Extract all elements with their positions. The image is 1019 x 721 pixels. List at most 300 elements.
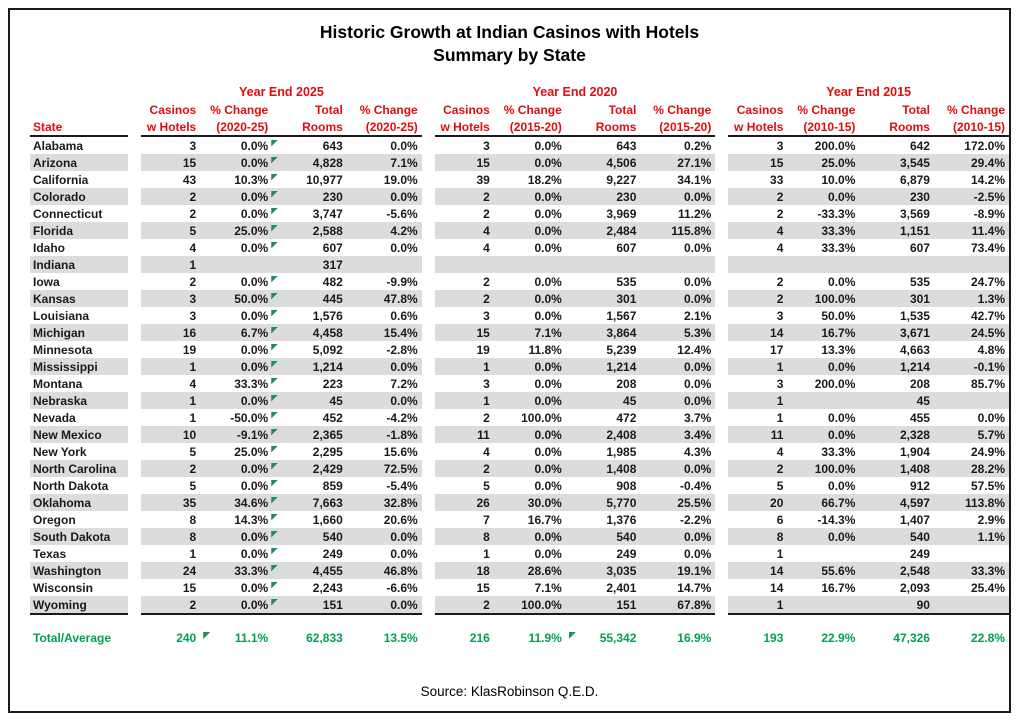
- column-gap: [715, 443, 728, 460]
- cell-y2025-col1: 0.0%: [210, 188, 280, 205]
- cell-y2025-col0: 5: [189, 444, 197, 459]
- cell-y2025-col3: 46.8%: [353, 562, 422, 579]
- cell-y2015-col3: 85.7%: [970, 376, 1005, 391]
- cell-y2025-col2: 1,214: [280, 358, 353, 375]
- cell-y2015-col1: 0.0%: [797, 426, 867, 443]
- column-gap: [422, 511, 435, 528]
- column-gap: [422, 341, 435, 358]
- cell-y2025-col2: 317: [280, 256, 353, 273]
- cell-y2015-col1: 200.0%: [814, 376, 856, 391]
- col-header-casinos: Casinos: [443, 102, 490, 117]
- table-row: [30, 171, 1009, 188]
- column-gap: [422, 205, 435, 222]
- cell-y2015-col2: 301: [867, 290, 940, 307]
- column-gap: [715, 494, 728, 511]
- cell-y2015-col3: -0.1%: [940, 358, 1009, 375]
- cell-y2015-col1: 0.0%: [797, 528, 867, 545]
- column-header-row-top: [30, 101, 1009, 118]
- column-gap: [715, 136, 728, 154]
- state-label: Alabama: [33, 138, 84, 153]
- cell-y2025-col1: 0.0%: [210, 579, 280, 596]
- table-row: [30, 392, 1009, 409]
- cell-y2020-col1: 18.2%: [527, 172, 562, 187]
- column-gap: [715, 511, 728, 528]
- cell-y2025-col1: 0.0%: [210, 154, 280, 171]
- column-gap: [715, 341, 728, 358]
- cell-y2025-col3: -5.6%: [386, 206, 418, 221]
- cell-y2025-col2: 230: [280, 188, 353, 205]
- cell-y2025-col3: 0.0%: [353, 188, 422, 205]
- cell-y2025-col3: 72.5%: [353, 460, 422, 477]
- cell-y2020-col1: 0.0%: [534, 308, 562, 323]
- cell-y2020-col3: 11.2%: [677, 206, 712, 221]
- col-header-total: Total: [315, 102, 343, 117]
- comment-flag-icon: [271, 344, 278, 351]
- cell-y2015-col1: 33.3%: [821, 240, 856, 255]
- cell-y2020-col2: 208: [616, 376, 637, 391]
- cell-y2015-col2: 249: [909, 546, 930, 561]
- cell-y2025-col1: 0.0%: [210, 477, 280, 494]
- cell-y2020-col2: 535: [616, 274, 637, 289]
- year-end-2020-header: Year End 2020: [532, 85, 618, 99]
- state-label: North Dakota: [33, 478, 109, 493]
- cell-y2025-col0: 16: [141, 324, 210, 341]
- cell-y2015-col0: 1: [728, 596, 797, 614]
- total-cell-y2020-col2: 55,342: [599, 631, 637, 645]
- column-gap: [128, 628, 141, 648]
- comment-flag-icon: [271, 582, 278, 589]
- column-gap: [422, 290, 435, 307]
- cell-y2020-col1: 0.0%: [504, 460, 574, 477]
- column-gap: [715, 460, 728, 477]
- cell-y2015-col1: 16.7%: [821, 580, 856, 595]
- table-row: [30, 324, 1009, 341]
- column-gap: [128, 596, 141, 614]
- cell-y2020-col0: [435, 256, 504, 273]
- cell-y2020-col1: 0.0%: [534, 138, 562, 153]
- cell-y2020-col1: 7.1%: [534, 580, 562, 595]
- column-gap: [715, 409, 728, 426]
- comment-flag-icon: [271, 395, 278, 402]
- cell-y2015-col3: 42.7%: [970, 308, 1005, 323]
- cell-y2020-col3: 27.1%: [646, 154, 715, 171]
- cell-y2025-col3: 4.2%: [353, 222, 422, 239]
- state-label: Oklahoma: [30, 494, 128, 511]
- cell-y2015-col0: 3: [776, 376, 784, 391]
- cell-y2020-col2: 1,985: [606, 444, 637, 459]
- cell-y2025-col1: 10.3%: [210, 171, 280, 188]
- cell-y2025-col0: 1: [141, 392, 210, 409]
- cell-y2020-col3: 34.1%: [677, 172, 712, 187]
- cell-y2015-col3: 28.2%: [940, 460, 1009, 477]
- cell-y2020-col1: 28.6%: [504, 562, 574, 579]
- cell-y2020-col1: 0.0%: [504, 358, 574, 375]
- cell-y2015-col1: 200.0%: [814, 138, 856, 153]
- column-gap: [422, 409, 435, 426]
- comment-flag-icon: [271, 548, 278, 555]
- column-gap: [128, 392, 141, 409]
- summary-table: [30, 83, 1009, 648]
- cell-y2020-col0: 4: [483, 240, 490, 255]
- cell-y2025-col1: 0.0%: [210, 358, 280, 375]
- table-row: [30, 494, 1009, 511]
- table-row: [30, 239, 1009, 256]
- column-gap: [128, 136, 141, 154]
- table-row: [30, 273, 1009, 290]
- table-body: [30, 136, 1009, 648]
- col-header-pct-change: % Change: [210, 102, 269, 117]
- cell-y2025-col3: [353, 256, 422, 273]
- table-row: [30, 477, 1009, 494]
- cell-y2015-col0: 4: [728, 222, 797, 239]
- total-average-row: [30, 628, 1009, 648]
- column-gap: [422, 222, 435, 239]
- table-row: [30, 358, 1009, 375]
- cell-y2020-col2: 3,864: [574, 324, 647, 341]
- col-header-range-2015-20: (2015-20): [504, 118, 574, 136]
- cell-y2020-col3: 0.0%: [683, 274, 712, 289]
- column-gap: [422, 154, 435, 171]
- cell-y2020-col2: 45: [574, 392, 647, 409]
- cell-y2015-col3: -2.5%: [940, 188, 1009, 205]
- cell-y2015-col1: [797, 596, 867, 614]
- column-gap: [715, 545, 728, 562]
- cell-y2020-col3: 5.3%: [646, 324, 715, 341]
- cell-y2015-col0: 3: [776, 138, 784, 153]
- cell-y2025-col1: [210, 256, 280, 273]
- cell-y2025-col0: 8: [189, 512, 197, 527]
- state-label: Minnesota: [33, 342, 93, 357]
- table-row: [30, 460, 1009, 477]
- cell-y2025-col0: 1: [189, 546, 197, 561]
- cell-y2015-col1: [797, 392, 867, 409]
- cell-y2025-col2: 445: [280, 290, 353, 307]
- column-gap: [422, 545, 435, 562]
- cell-y2025-col3: 15.6%: [383, 444, 418, 459]
- cell-y2020-col0: 3: [483, 138, 490, 153]
- cell-y2020-col0: 2: [483, 410, 490, 425]
- cell-y2020-col3: 67.8%: [646, 596, 715, 614]
- comment-flag-icon: [271, 157, 278, 164]
- cell-y2025-col0: 2: [141, 460, 210, 477]
- cell-y2015-col2: 535: [909, 274, 930, 289]
- state-label: Indiana: [30, 256, 128, 273]
- cell-y2025-col1: 33.3%: [210, 375, 280, 392]
- column-gap: [422, 171, 435, 188]
- cell-y2015-col2: 6,879: [899, 172, 930, 187]
- comment-flag-icon: [271, 208, 278, 215]
- cell-y2015-col0: 6: [776, 512, 784, 527]
- cell-y2025-col1: 0.0%: [210, 545, 280, 562]
- column-gap: [715, 528, 728, 545]
- cell-y2015-col2: 455: [909, 410, 930, 425]
- cell-y2025-col0: 35: [141, 494, 210, 511]
- col-header-rooms: Rooms: [867, 118, 940, 136]
- column-gap: [422, 324, 435, 341]
- cell-y2025-col0: 2: [189, 206, 197, 221]
- cell-y2015-col3: 24.5%: [940, 324, 1009, 341]
- col-header-casinos: Casinos: [149, 102, 197, 117]
- cell-y2020-col0: 4: [435, 222, 504, 239]
- cell-y2015-col3: 4.8%: [977, 342, 1005, 357]
- cell-y2025-col0: 4: [189, 376, 197, 391]
- cell-y2025-col3: 0.0%: [353, 358, 422, 375]
- column-gap: [715, 324, 728, 341]
- year-end-2025-header: Year End 2025: [239, 85, 324, 99]
- cell-y2020-col1: 0.0%: [504, 392, 574, 409]
- cell-y2025-col1: 25.0%: [210, 222, 280, 239]
- cell-y2025-col3: 0.0%: [353, 392, 422, 409]
- cell-y2025-col1: 0.0%: [210, 341, 280, 358]
- comment-flag-icon: [271, 174, 278, 181]
- state-label: Colorado: [30, 188, 128, 205]
- cell-y2020-col0: 15: [435, 324, 504, 341]
- page-title-line1: Historic Growth at Indian Casinos with Hotels: [319, 22, 700, 42]
- cell-y2015-col3: 29.4%: [940, 154, 1009, 171]
- cell-y2020-col3: 0.0%: [646, 460, 715, 477]
- cell-y2025-col2: 10,977: [306, 172, 343, 187]
- cell-y2015-col0: 11: [728, 426, 797, 443]
- cell-y2015-col0: 14: [770, 580, 784, 595]
- column-gap: [128, 494, 141, 511]
- table-row: [30, 528, 1009, 545]
- table-row: [30, 205, 1009, 222]
- cell-y2025-col1: 0.0%: [210, 307, 280, 324]
- cell-y2015-col2: 1,214: [867, 358, 940, 375]
- table-row: [30, 341, 1009, 358]
- cell-y2025-col0: 3: [189, 308, 197, 323]
- cell-y2025-col3: 0.0%: [390, 240, 418, 255]
- cell-y2015-col3: 24.9%: [970, 444, 1005, 459]
- cell-y2015-col2: 1,408: [867, 460, 940, 477]
- comment-flag-icon: [271, 242, 278, 249]
- cell-y2015-col0: 15: [728, 154, 797, 171]
- cell-y2020-col2: 1,408: [574, 460, 647, 477]
- column-header-row-bottom: [30, 118, 1009, 136]
- cell-y2020-col1: 0.0%: [534, 444, 562, 459]
- cell-y2020-col2: 2,484: [574, 222, 647, 239]
- comment-flag-icon: [271, 446, 278, 453]
- cell-y2015-col2: 2,328: [867, 426, 940, 443]
- cell-y2020-col3: 0.0%: [646, 528, 715, 545]
- comment-flag-icon: [271, 378, 278, 385]
- column-gap: [128, 222, 141, 239]
- cell-y2015-col3: [940, 545, 1009, 562]
- column-gap: [715, 477, 728, 494]
- cell-y2020-col2: 151: [574, 596, 647, 614]
- cell-y2020-col1: 100.0%: [504, 596, 574, 614]
- cell-y2020-col3: -0.4%: [679, 478, 712, 493]
- column-gap: [128, 307, 141, 324]
- cell-y2020-col0: 26: [435, 494, 504, 511]
- cell-y2015-col0: 33: [770, 172, 784, 187]
- cell-y2015-col1: -14.3%: [817, 512, 856, 527]
- cell-y2015-col0: 17: [770, 342, 784, 357]
- cell-y2015-col2: 45: [867, 392, 940, 409]
- cell-y2020-col3: 0.0%: [646, 358, 715, 375]
- comment-flag-icon: [271, 412, 278, 419]
- cell-y2025-col3: 0.6%: [390, 308, 418, 323]
- column-gap: [128, 375, 141, 392]
- cell-y2015-col3: 73.4%: [970, 240, 1005, 255]
- cell-y2025-col2: 2,588: [280, 222, 353, 239]
- column-gap: [128, 511, 141, 528]
- table-row: [30, 154, 1009, 171]
- cell-y2020-col1: [504, 256, 574, 273]
- state-label: Wyoming: [30, 596, 128, 614]
- cell-y2020-col2: 3,035: [574, 562, 647, 579]
- cell-y2020-col3: 19.1%: [646, 562, 715, 579]
- table-row: [30, 579, 1009, 596]
- cell-y2025-col1: 0.0%: [210, 460, 280, 477]
- cell-y2015-col1: 0.0%: [797, 188, 867, 205]
- column-gap: [422, 426, 435, 443]
- column-gap: [128, 324, 141, 341]
- cell-y2025-col0: 1: [141, 358, 210, 375]
- cell-y2020-col3: 0.0%: [683, 376, 712, 391]
- total-cell-y2015-col3: 22.8%: [970, 631, 1005, 645]
- cell-y2020-col2: 908: [616, 478, 637, 493]
- cell-y2015-col1: 25.0%: [797, 154, 867, 171]
- cell-y2020-col3: 0.0%: [683, 546, 712, 561]
- cell-y2020-col1: 0.0%: [504, 188, 574, 205]
- column-gap: [715, 205, 728, 222]
- col-header-pct-change: % Change: [359, 102, 418, 117]
- column-gap: [422, 136, 435, 154]
- cell-y2015-col3: 11.4%: [940, 222, 1009, 239]
- cell-y2015-col1: 0.0%: [828, 478, 856, 493]
- cell-y2025-col2: 1,576: [312, 308, 343, 323]
- cell-y2015-col0: 1: [776, 410, 784, 425]
- cell-y2025-col3: 0.0%: [353, 596, 422, 614]
- table-row: [30, 443, 1009, 460]
- column-gap: [715, 375, 728, 392]
- comment-flag-icon: [203, 632, 210, 639]
- cell-y2025-col1: 14.3%: [210, 511, 280, 528]
- col-header-range-2010-15: (2010-15): [797, 118, 867, 136]
- col-header-range-2020-25: (2020-25): [210, 118, 280, 136]
- comment-flag-icon: [271, 140, 278, 147]
- column-gap: [128, 528, 141, 545]
- column-gap: [715, 188, 728, 205]
- cell-y2025-col0: 4: [189, 240, 197, 255]
- cell-y2020-col1: 7.1%: [504, 324, 574, 341]
- cell-y2015-col0: [728, 256, 797, 273]
- cell-y2015-col1: 33.3%: [797, 222, 867, 239]
- cell-y2025-col3: -9.9%: [386, 274, 418, 289]
- cell-y2025-col1: 0.0%: [210, 136, 280, 154]
- cell-y2020-col1: 0.0%: [504, 528, 574, 545]
- cell-y2020-col1: 16.7%: [527, 512, 562, 527]
- column-gap: [715, 171, 728, 188]
- cell-y2025-col0: 3: [189, 138, 197, 153]
- cell-y2015-col1: 33.3%: [821, 444, 856, 459]
- comment-flag-icon: [271, 191, 278, 198]
- cell-y2025-col1: -9.1%: [210, 426, 280, 443]
- cell-y2020-col0: 2: [435, 290, 504, 307]
- col-header-pct-change: % Change: [503, 102, 562, 117]
- column-gap: [422, 596, 435, 614]
- cell-y2015-col0: 3: [776, 308, 784, 323]
- cell-y2015-col0: 14: [728, 324, 797, 341]
- cell-y2025-col0: 19: [182, 342, 197, 357]
- total-cell-y2015-col1: 22.9%: [821, 631, 856, 645]
- cell-y2020-col0: 1: [483, 546, 490, 561]
- cell-y2025-col1: 0.0%: [210, 205, 280, 222]
- cell-y2025-col2: 223: [322, 376, 343, 391]
- cell-y2015-col3: 1.1%: [940, 528, 1009, 545]
- table-row: [30, 409, 1009, 426]
- cell-y2015-col1: 0.0%: [797, 358, 867, 375]
- cell-y2025-col0: 2: [141, 596, 210, 614]
- cell-y2025-col3: 47.8%: [353, 290, 422, 307]
- cell-y2015-col2: 230: [867, 188, 940, 205]
- cell-y2015-col0: 14: [728, 562, 797, 579]
- cell-y2025-col3: 32.8%: [353, 494, 422, 511]
- cell-y2015-col1: -33.3%: [817, 206, 856, 221]
- cell-y2025-col3: -6.6%: [386, 580, 418, 595]
- column-gap: [128, 409, 141, 426]
- table-row: [30, 188, 1009, 205]
- state-label: South Dakota: [30, 528, 128, 545]
- cell-y2020-col0: 3: [483, 376, 490, 391]
- cell-y2025-col0: 5: [189, 478, 197, 493]
- state-label: Louisiana: [33, 308, 90, 323]
- comment-flag-icon: [271, 599, 278, 606]
- cell-y2025-col3: -1.8%: [353, 426, 422, 443]
- comment-flag-icon: [271, 276, 278, 283]
- state-label: Connecticut: [33, 206, 103, 221]
- cell-y2020-col2: 1,376: [606, 512, 637, 527]
- cell-y2025-col0: 5: [141, 222, 210, 239]
- cell-y2020-col3: 4.3%: [683, 444, 712, 459]
- cell-y2020-col2: 2,408: [574, 426, 647, 443]
- cell-y2020-col2: 607: [616, 240, 637, 255]
- state-label: Oregon: [33, 512, 76, 527]
- cell-y2025-col3: 7.1%: [353, 154, 422, 171]
- page-title: [10, 21, 1009, 67]
- column-gap: [715, 562, 728, 579]
- cell-y2015-col3: 25.4%: [970, 580, 1005, 595]
- table-row: [30, 307, 1009, 324]
- cell-y2020-col2: 249: [616, 546, 637, 561]
- cell-y2015-col2: 540: [867, 528, 940, 545]
- column-gap: [422, 188, 435, 205]
- cell-y2020-col1: 0.0%: [504, 222, 574, 239]
- cell-y2025-col2: 151: [280, 596, 353, 614]
- cell-y2025-col1: 25.0%: [210, 443, 280, 460]
- cell-y2015-col1: 0.0%: [828, 410, 856, 425]
- cell-y2025-col0: 43: [182, 172, 197, 187]
- cell-y2025-col2: 4,828: [280, 154, 353, 171]
- column-gap: [128, 171, 141, 188]
- column-gap: [422, 358, 435, 375]
- column-gap: [422, 392, 435, 409]
- cell-y2015-col3: 172.0%: [964, 138, 1005, 153]
- cell-y2020-col1: 0.0%: [534, 206, 562, 221]
- cell-y2025-col2: 607: [322, 240, 343, 255]
- cell-y2025-col1: 50.0%: [210, 290, 280, 307]
- comment-flag-icon: [271, 565, 278, 572]
- cell-y2020-col3: 25.5%: [646, 494, 715, 511]
- column-gap: [422, 83, 435, 101]
- state-label: Florida: [30, 222, 128, 239]
- total-cell-y2020-col1: 11.9%: [504, 628, 574, 648]
- column-gap: [715, 596, 728, 614]
- column-gap: [715, 579, 728, 596]
- state-label: New York: [33, 444, 87, 459]
- table-row: [30, 375, 1009, 392]
